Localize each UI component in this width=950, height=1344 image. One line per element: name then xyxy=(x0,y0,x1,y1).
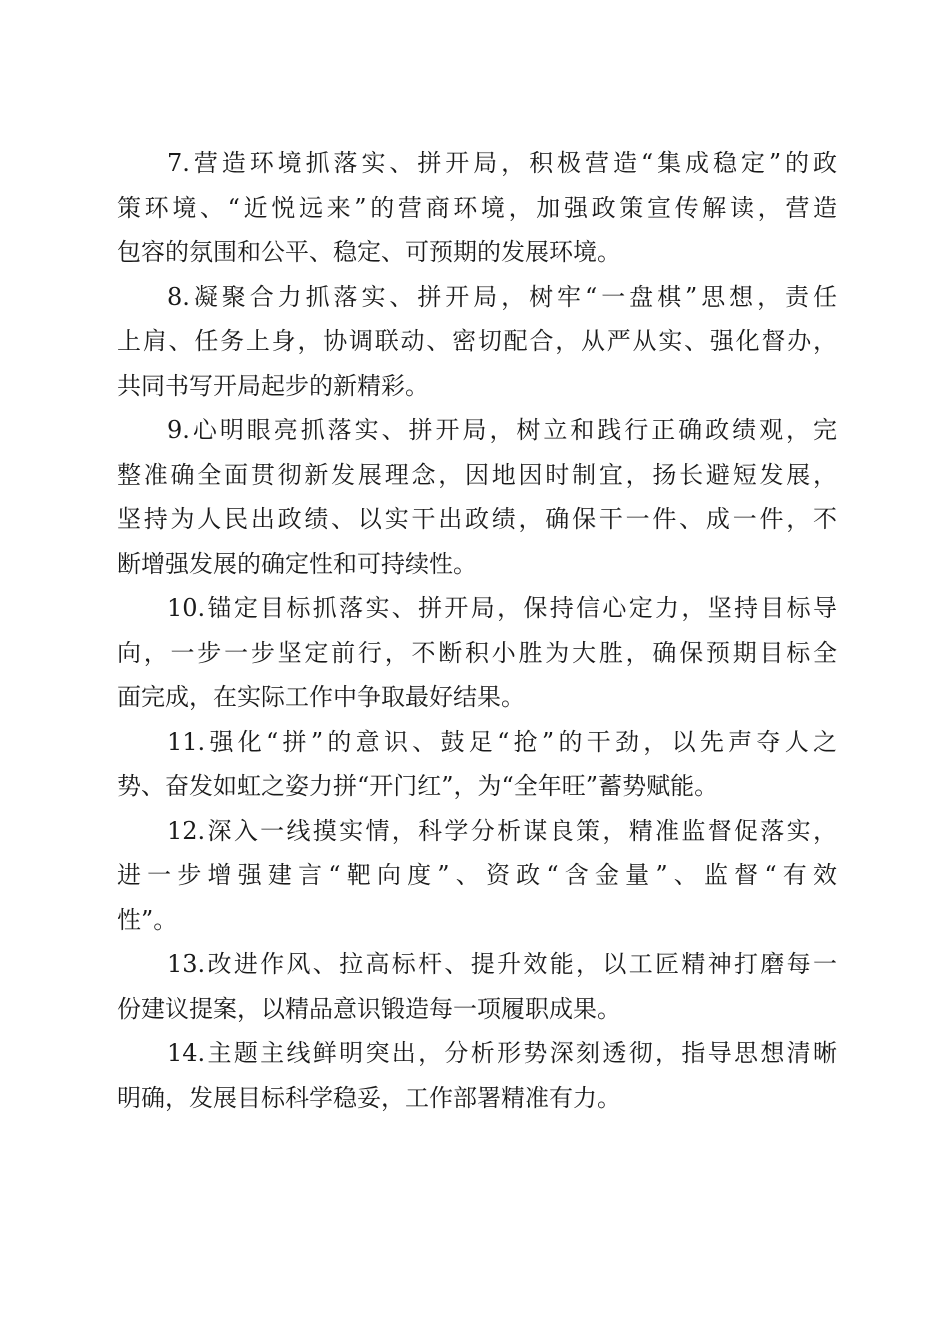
paragraph-line: 7.营造环境抓落实、拼开局，积极营造“集成稳定”的政 xyxy=(167,149,837,177)
paragraph-line: 份建议提案，以精品意识锻造每一项履职成果。 xyxy=(117,994,621,1023)
paragraph-line: 策环境、“近悦远来”的营商环境，加强政策宣传解读，营造 xyxy=(117,193,837,222)
paragraph-11 xyxy=(117,720,837,809)
paragraph-line: 上肩、任务上身，协调联动、密切配合，从严从实、强化督办， xyxy=(117,327,837,355)
paragraph-line: 12.深入一线摸实情，科学分析谋良策，精准监督促落实， xyxy=(167,816,837,845)
paragraph-line: 8.凝聚合力抓落实、拼开局，树牢“一盘棋”思想，责任 xyxy=(167,282,837,311)
paragraph-line: 进一步增强建言“靶向度”、资政“含金量”、监督“有效 xyxy=(117,861,837,889)
paragraph-9 xyxy=(117,408,837,586)
paragraph-line: 向，一步一步坚定前行，不断积小胜为大胜，确保预期目标全 xyxy=(117,638,837,667)
paragraph-line: 13.改进作风、拉高标杆、提升效能，以工匠精神打磨每一 xyxy=(167,950,837,978)
paragraph-line: 14.主题主线鲜明突出，分析形势深刻透彻，指导思想清晰 xyxy=(167,1039,837,1067)
paragraph-line: 明确，发展目标科学稳妥，工作部署精准有力。 xyxy=(117,1083,621,1112)
paragraph-12 xyxy=(117,809,837,943)
paragraph-line: 性”。 xyxy=(117,905,178,934)
document-body xyxy=(117,141,837,1120)
paragraph-10 xyxy=(117,586,837,720)
paragraph-13 xyxy=(117,942,837,1031)
paragraph-line: 面完成，在实际工作中争取最好结果。 xyxy=(117,683,525,711)
paragraph-line: 势、奋发如虹之姿力拼“开门红”，为“全年旺”蓄势赋能。 xyxy=(117,772,719,800)
paragraph-line: 9.心明眼亮抓落实、拼开局，树立和践行正确政绩观，完 xyxy=(167,416,837,444)
paragraph-line: 包容的氛围和公平、稳定、可预期的发展环境。 xyxy=(117,238,621,266)
paragraph-7 xyxy=(117,141,837,275)
paragraph-8 xyxy=(117,275,837,409)
paragraph-line: 11.强化“拼”的意识、鼓足“抢”的干劲，以先声夺人之 xyxy=(167,727,837,756)
paragraph-line: 共同书写开局起步的新精彩。 xyxy=(117,371,429,400)
paragraph-line: 整准确全面贯彻新发展理念，因地因时制宜，扬长避短发展， xyxy=(117,460,837,489)
paragraph-line: 坚持为人民出政绩、以实干出政绩，确保干一件、成一件，不 xyxy=(117,505,837,533)
paragraph-line: 断增强发展的确定性和可持续性。 xyxy=(117,549,477,578)
paragraph-line: 10.锚定目标抓落实、拼开局，保持信心定力，坚持目标导 xyxy=(167,594,837,622)
paragraph-14 xyxy=(117,1031,837,1120)
